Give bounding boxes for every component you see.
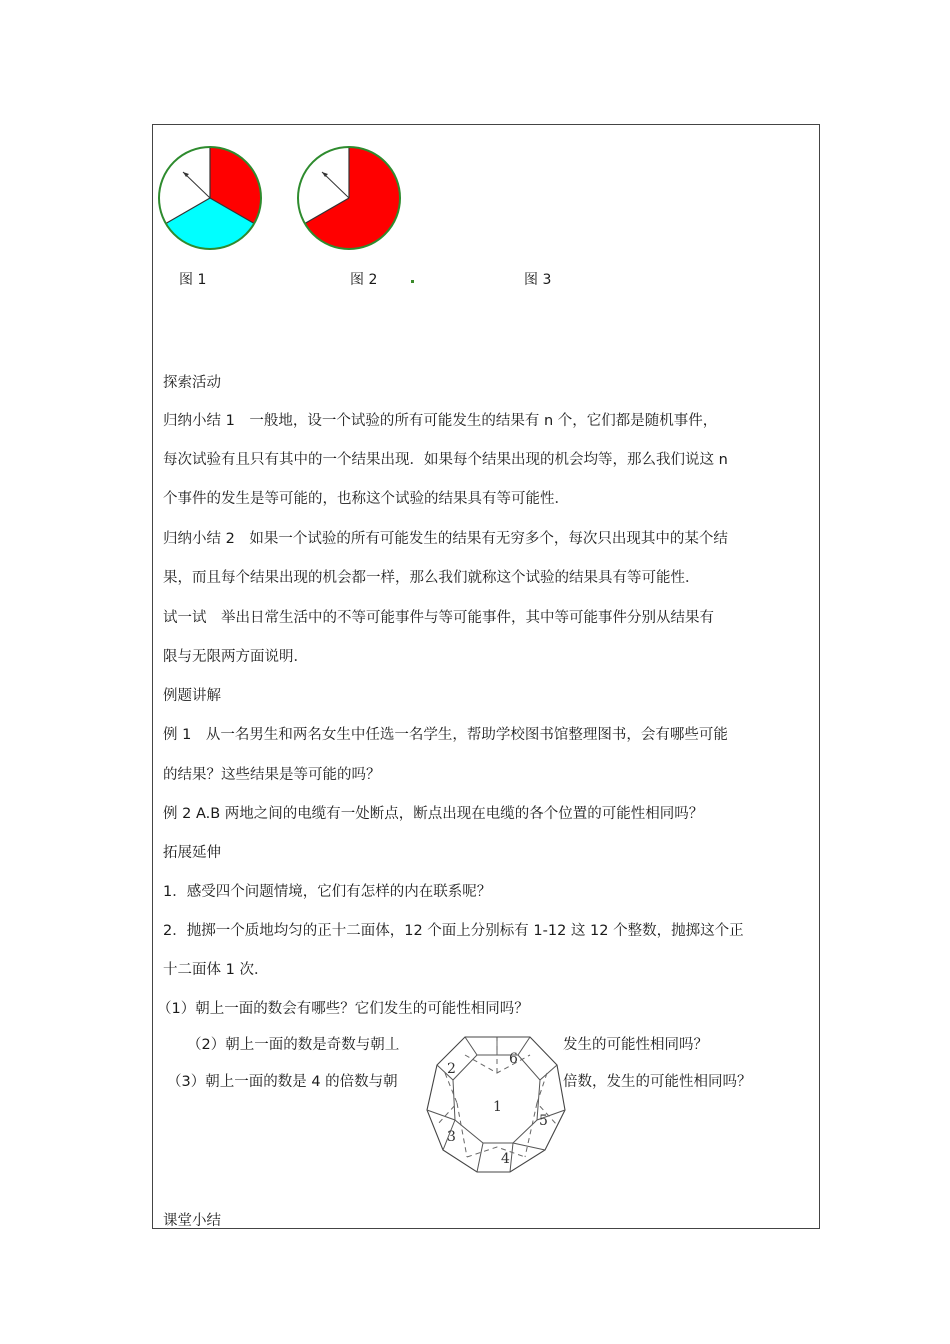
heading-extension: 拓展延伸 xyxy=(163,845,221,861)
figure-2-caption: 图 2 xyxy=(350,272,378,288)
summary2-line-1: 归纳小结 2 如果一个试验的所有可能发生的结果有无穷多个，每次只出现其中的某个结 xyxy=(163,531,728,547)
dodeca-face-2: 2 xyxy=(447,1061,456,1077)
question-1: （1）朝上一面的数会有哪些？它们发生的可能性相同吗？ xyxy=(157,1001,529,1017)
question-2-right: 发生的可能性相同吗？ xyxy=(563,1037,708,1053)
stray-mark xyxy=(411,280,414,283)
example1-line-1: 例 1 从一名男生和两名女生中任选一名学生，帮助学校图书馆整理图书，会有哪些可能 xyxy=(163,727,728,743)
dodecahedron-illustration xyxy=(425,1025,570,1175)
dodeca-face-1: 1 xyxy=(493,1099,502,1115)
heading-class-summary: 课堂小结 xyxy=(163,1213,221,1229)
try-line-2: 限与无限两方面说明． xyxy=(163,649,308,665)
figure-3-caption: 图 3 xyxy=(524,272,552,288)
dodeca-face-6: 6 xyxy=(509,1051,518,1067)
dodeca-face-4: 4 xyxy=(501,1151,510,1167)
example2-line: 例 2 A.B 两地之间的电缆有一处断点，断点出现在电缆的各个位置的可能性相同吗？ xyxy=(163,806,704,822)
heading-explore-activity: 探索活动 xyxy=(163,375,221,391)
summary1-line-1: 归纳小结 1 一般地，设一个试验的所有可能发生的结果有 n 个，它们都是随机事件， xyxy=(163,413,718,429)
extension-item-2-line-1: 2．抛掷一个质地均匀的正十二面体，12 个面上分别标有 1-12 这 12 个整数，抛掷这个正 xyxy=(163,923,744,939)
question-3-left: （3）朝上一面的数是 4 的倍数与朝 xyxy=(167,1074,398,1090)
extension-item-2-line-2: 十二面体 1 次． xyxy=(163,962,269,978)
spinner-figure-1 xyxy=(157,145,263,251)
summary1-line-2: 每次试验有且只有其中的一个结果出现．如果每个结果出现的机会均等，那么我们说这 n xyxy=(163,452,728,468)
extension-item-1: 1．感受四个问题情境，它们有怎样的内在联系呢？ xyxy=(163,884,492,900)
content-frame xyxy=(152,124,820,1229)
heading-example-explanation: 例题讲解 xyxy=(163,688,221,704)
dodeca-face-3: 3 xyxy=(447,1129,456,1145)
figure-1-caption: 图 1 xyxy=(179,272,207,288)
try-line-1: 试一试 举出日常生活中的不等可能事件与等可能事件，其中等可能事件分别从结果有 xyxy=(163,610,714,626)
question-2-left: （2）朝上一面的数是奇数与朝丄 xyxy=(187,1037,400,1053)
dodeca-face-5: 5 xyxy=(539,1113,548,1129)
summary2-line-2: 果，而且每个结果出现的机会都一样，那么我们就称这个试验的结果具有等可能性． xyxy=(163,570,700,586)
question-3-right: 倍数，发生的可能性相同吗？ xyxy=(563,1074,752,1090)
spinner-figure-2 xyxy=(296,145,402,251)
example1-line-2: 的结果？这些结果是等可能的吗？ xyxy=(163,767,381,783)
summary1-line-3: 个事件的发生是等可能的，也称这个试验的结果具有等可能性． xyxy=(163,491,569,507)
